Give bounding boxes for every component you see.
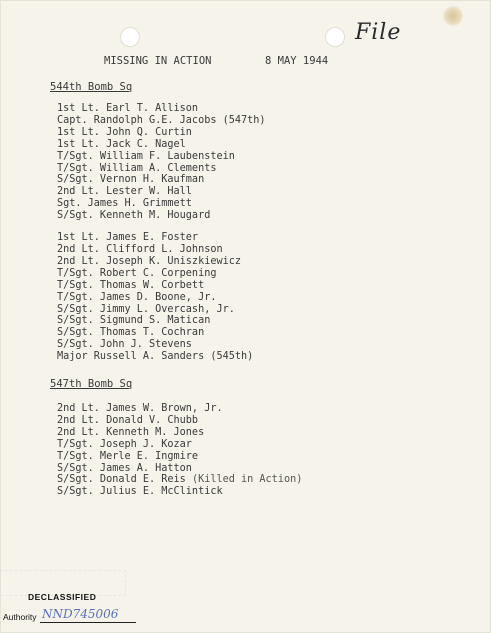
- list-item: [57, 474, 302, 486]
- document-date: 8 MAY 1944: [265, 55, 329, 67]
- list-item: T/Sgt. Joseph J. Kozar: [57, 438, 192, 450]
- declassified-label: DECLASSIFIED: [28, 592, 97, 602]
- list-item: 2nd Lt. Donald V. Chubb: [57, 414, 199, 426]
- list-item: Major Russell A. Sanders (545th): [57, 351, 254, 363]
- authority-number: NND745006: [42, 607, 119, 621]
- paper-stain: [443, 6, 463, 26]
- list-item: 1st Lt. John Q. Curtin: [57, 126, 192, 138]
- list-item: 2nd Lt. James W. Brown, Jr.: [57, 403, 223, 414]
- section-title-544th: 544th Bomb Sq: [50, 81, 133, 93]
- list-item: 1st Lt. James E. Foster: [57, 232, 199, 244]
- list-item: S/Sgt. James A. Hatton: [57, 462, 192, 474]
- list-item: S/Sgt. Vernon H. Kaufman: [57, 174, 205, 186]
- list-item: T/Sgt. James D. Boone, Jr.: [57, 291, 217, 303]
- killed-in-action-note: (Killed in Action): [191, 474, 303, 486]
- handwritten-file-note: File: [355, 20, 402, 45]
- list-item: T/Sgt. Merle E. Ingmire: [57, 450, 199, 462]
- list-item: 1st Lt. Jack C. Nagel: [57, 138, 186, 150]
- list-item: T/Sgt. Robert C. Corpening: [57, 267, 217, 279]
- list-item: S/Sgt. John J. Stevens: [57, 339, 192, 351]
- name-list-547th: [57, 403, 302, 498]
- list-item: S/Sgt. Thomas T. Cochran: [57, 327, 205, 339]
- list-item: 2nd Lt. Kenneth M. Jones: [57, 426, 205, 438]
- list-item: T/Sgt. William F. Laubenstein: [57, 150, 235, 162]
- list-item: Sgt. James H. Grimmett: [57, 198, 192, 210]
- list-item: 2nd Lt. Clifford L. Johnson: [57, 243, 223, 255]
- list-item: T/Sgt. William A. Clements: [57, 162, 217, 174]
- authority-label: Authority: [3, 612, 37, 622]
- section-title-547th: 547th Bomb Sq: [50, 378, 133, 390]
- list-item: S/Sgt. Sigmund S. Matican: [57, 315, 211, 327]
- name-list-544th: [57, 103, 266, 363]
- list-item: T/Sgt. Thomas W. Corbett: [57, 279, 205, 291]
- authority-underline: [40, 622, 136, 623]
- list-item: 1st Lt. Earl T. Allison: [57, 103, 199, 114]
- list-item: 2nd Lt. Joseph K. Uniszkiewicz: [57, 255, 242, 267]
- list-item-name: S/Sgt. Donald E. Reis: [57, 474, 186, 486]
- list-item: S/Sgt. Kenneth M. Hougard: [57, 210, 211, 222]
- document-title: MISSING IN ACTION: [104, 55, 212, 67]
- list-item: 2nd Lt. Lester W. Hall: [57, 186, 192, 198]
- punch-hole-left: [120, 27, 140, 47]
- list-item: S/Sgt. Julius E. McClintick: [57, 486, 223, 498]
- punch-hole-right: [325, 27, 345, 47]
- list-item: S/Sgt. Jimmy L. Overcash, Jr.: [57, 303, 235, 315]
- list-item: Capt. Randolph G.E. Jacobs (547th): [57, 114, 266, 126]
